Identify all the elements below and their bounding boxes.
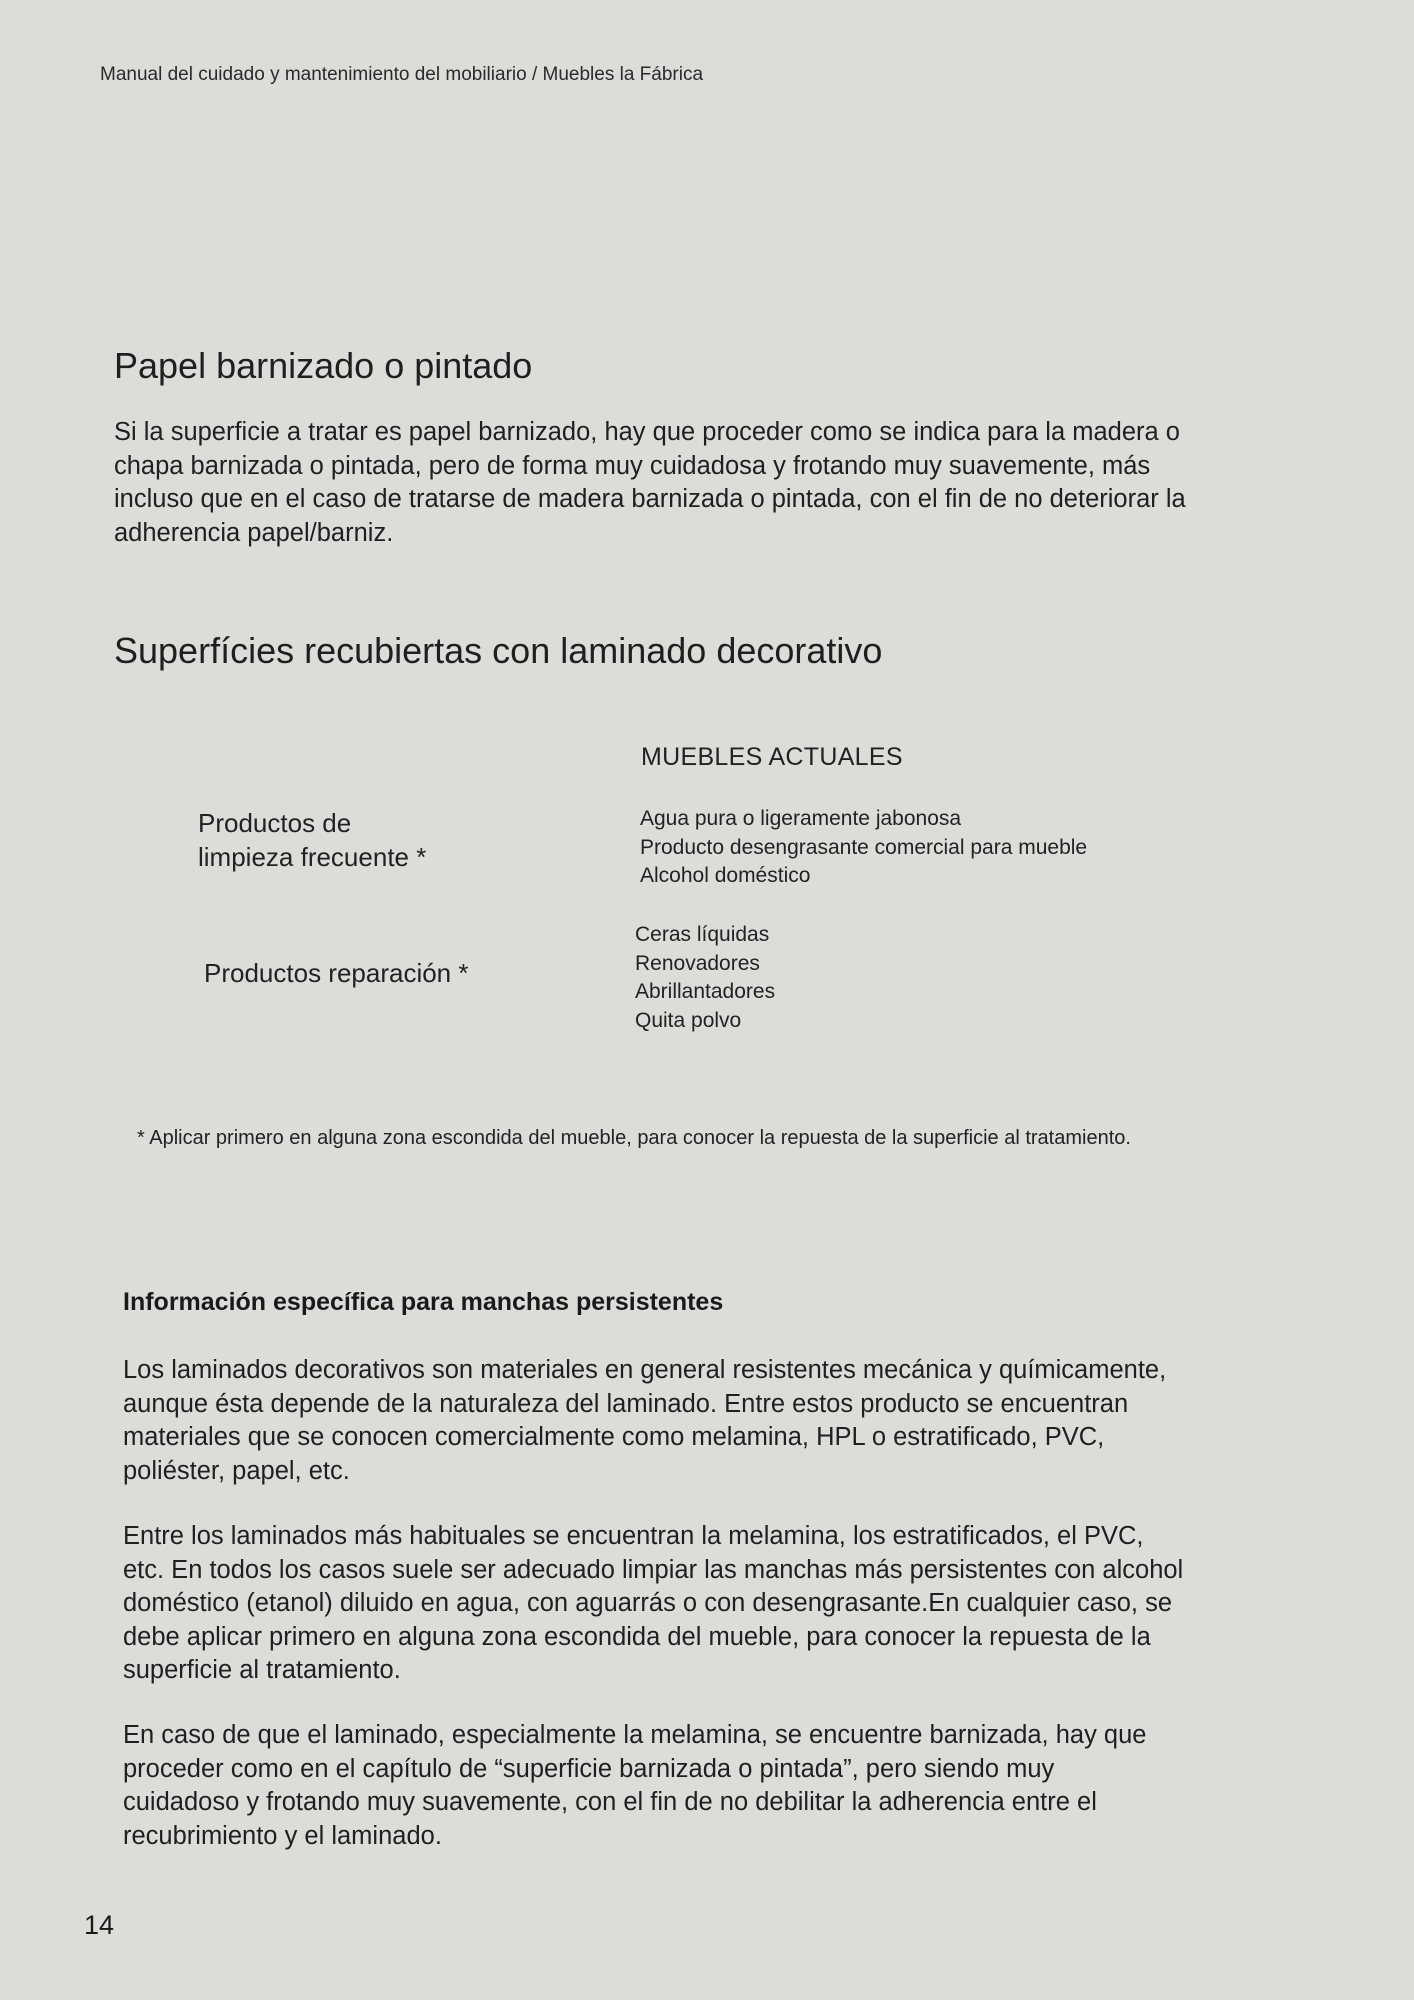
section-title-paper: Papel barnizado o pintado	[114, 345, 533, 386]
stains-line: superficie al tratamiento.	[123, 1656, 401, 1684]
list-item: Renovadores	[635, 951, 760, 975]
stains-paragraph-1	[123, 1354, 1166, 1488]
stains-line: doméstico (etanol) diluido en agua, con aguarrás o con desengrasante.En cualquier caso, se	[123, 1589, 1172, 1617]
label-line: Productos de	[198, 808, 352, 838]
list-item: Abrillantadores	[635, 980, 776, 1003]
running-header: Manual del cuidado y mantenimiento del mobiliario / Muebles la Fábrica	[100, 64, 704, 85]
paper-line: chapa barnizada o pintada, pero de forma muy cuidadosa y frotando muy suavemente, más	[114, 451, 1151, 480]
stains-line: cuidadoso y frotando muy suavemente, con el fin de no debilitar la adherencia entre el	[123, 1788, 1097, 1816]
paper-paragraph	[114, 416, 1186, 550]
stains-paragraph-2	[123, 1520, 1183, 1688]
section-title-laminate: Superfícies recubiertas con laminado decorativo	[114, 630, 883, 671]
stains-line: Entre los laminados más habituales se encuentran la melamina, los estratificados, el PVC,	[123, 1522, 1144, 1550]
stains-line: proceder como en el capítulo de “superficie barnizada o pintada”, pero siendo muy	[123, 1754, 1055, 1783]
label-line: limpieza frecuente *	[198, 842, 427, 872]
stains-line: poliéster, papel, etc.	[123, 1456, 350, 1485]
column-header: MUEBLES ACTUALES	[641, 743, 903, 771]
list-item: Producto desengrasante comercial para mueble	[640, 835, 1088, 859]
page-number: 14	[84, 1910, 115, 1940]
list-frequent	[640, 805, 1087, 891]
footnote: * Aplicar primero en alguna zona escondida del mueble, para conocer la repuesta de la superficie al tratamiento.	[137, 1127, 1131, 1149]
stains-line: recubrimiento y el laminado.	[123, 1821, 442, 1850]
paper-line: adherencia papel/barniz.	[114, 518, 394, 547]
stains-paragraph-3	[123, 1719, 1146, 1853]
stains-line: debe aplicar primero en alguna zona escondida del mueble, para conocer la repuesta de la	[123, 1622, 1151, 1651]
row-label-repair	[204, 956, 468, 990]
list-item: Alcohol doméstico	[640, 864, 811, 887]
list-item: Quita polvo	[635, 1008, 742, 1032]
stains-line: En caso de que el laminado, especialmente la melamina, se encuentre barnizada, hay que	[123, 1721, 1147, 1749]
list-item: Ceras líquidas	[635, 923, 770, 946]
paper-line: Si la superficie a tratar es papel barnizado, hay que proceder como se indica para la madera o	[114, 418, 1180, 446]
stains-line: Los laminados decorativos son materiales en general resistentes mecánica y químicamente,	[123, 1356, 1167, 1384]
list-item: Agua pura o ligeramente jabonosa	[640, 807, 962, 830]
stains-line: aunque ésta depende de la naturaleza del laminado. Entre estos producto se encuentran	[123, 1389, 1129, 1418]
row-label-frequent	[198, 806, 426, 874]
paper-line: incluso que en el caso de tratarse de madera barnizada o pintada, con el fin de no deteriorar la	[114, 485, 1186, 513]
stains-line: etc. En todos los casos suele ser adecuado limpiar las manchas más persistentes con alcohol	[123, 1555, 1184, 1584]
list-repair	[635, 921, 775, 1035]
label-line: Productos reparación *	[204, 958, 469, 988]
section-title-stains: Información específica para manchas persistentes	[123, 1288, 724, 1316]
stains-line: materiales que se conocen comercialmente como melamina, HPL o estratificado, PVC,	[123, 1423, 1105, 1451]
